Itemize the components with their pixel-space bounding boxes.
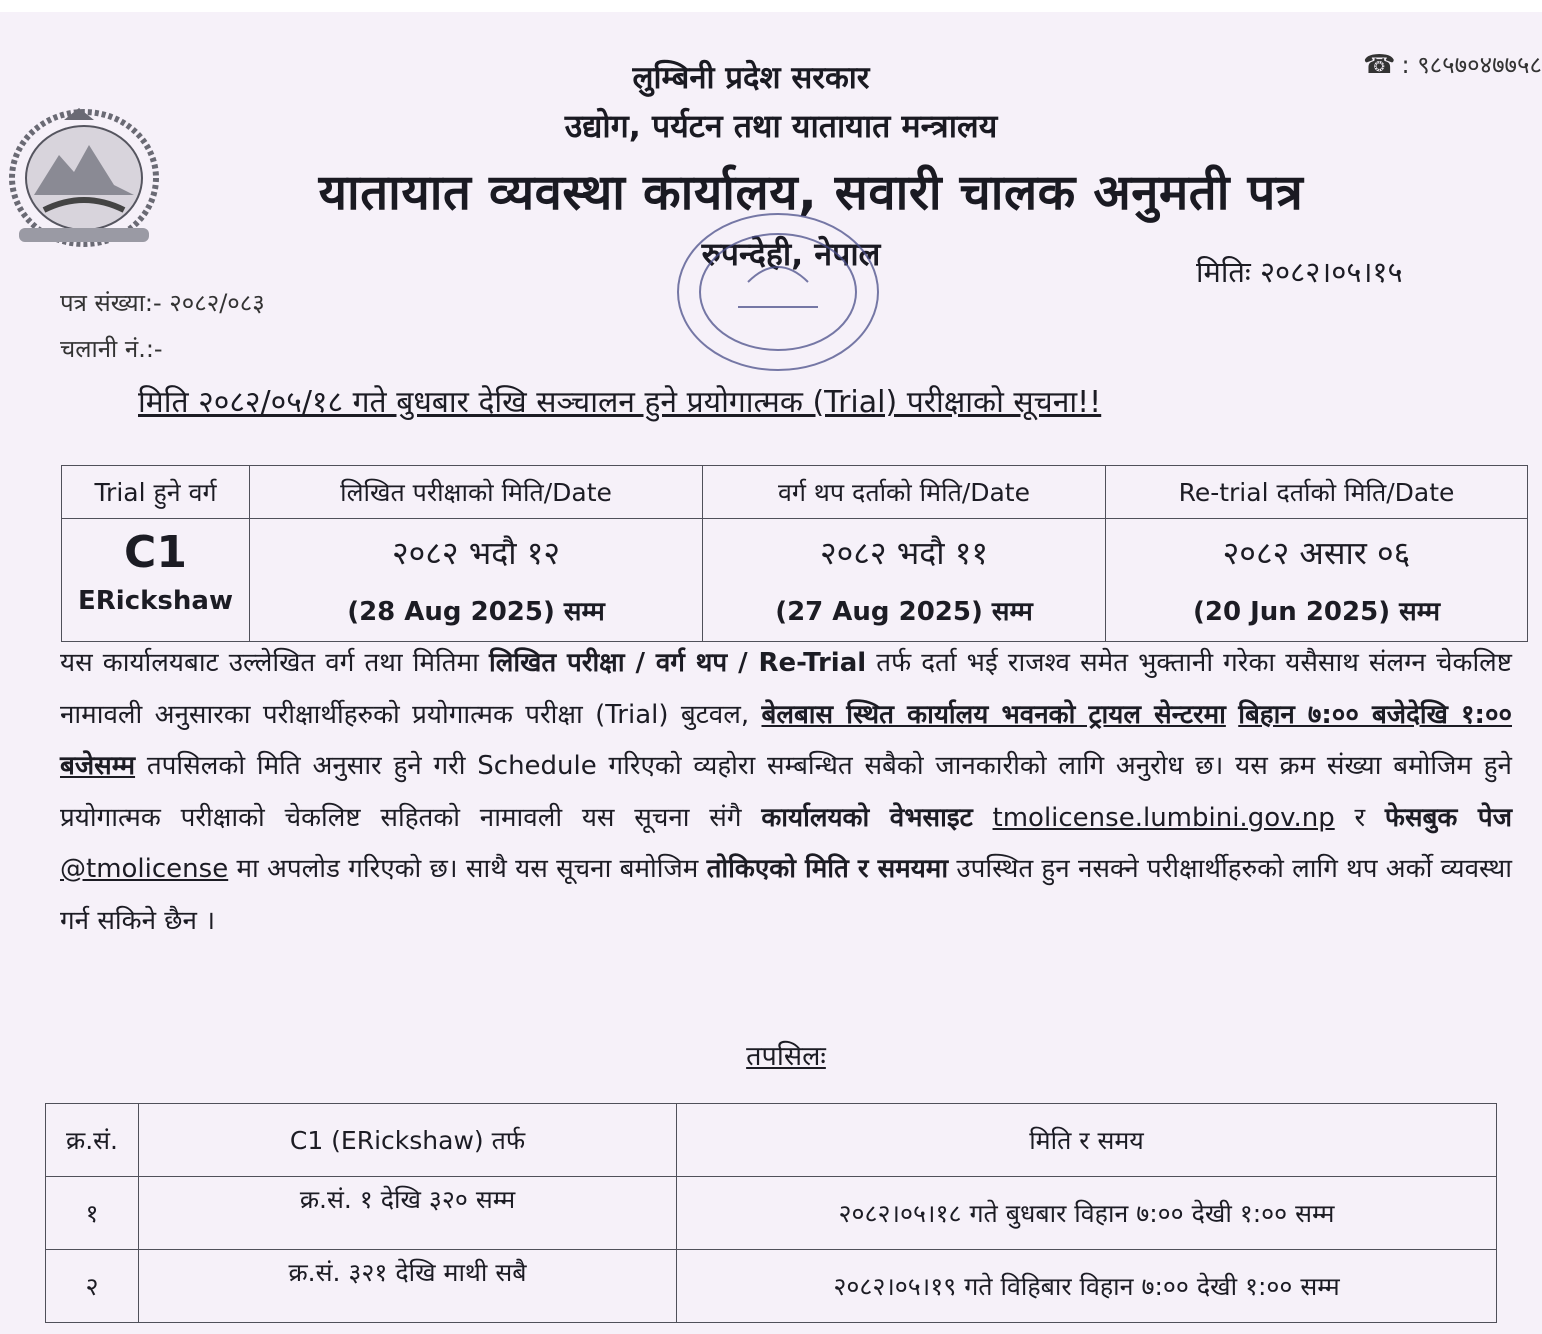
header-sn: क्र.सं. — [46, 1104, 139, 1177]
website-label: कार्यालयको वेभसाइट — [761, 802, 973, 833]
row-range-text: क्र.सं. ३२१ देखि माथी सबै — [288, 1258, 527, 1287]
letter-number: पत्र संख्या:- २०८२/०८३ — [60, 289, 265, 317]
schedule-heading-text: तपसिलः — [746, 1041, 826, 1072]
body-text: तपसिलको मिति अनुसार हुने गरी Schedule गरिएको व्यहोरा सम्बन्धित सबैको जानकारीको लागि अनुरोध छ। यस क्रम संख्या बमोजिम हुने प्रयोगात्मक परीक्षाको चेकलिष्ट सहितको नामावली यस सूचना संगै — [60, 751, 1512, 833]
header-retrial-date: Re-trial दर्ताको मिति/Date — [1106, 466, 1528, 519]
letter-date: मितिः २०८२।०५।१५ — [1196, 255, 1403, 289]
row-sn: २ — [46, 1250, 139, 1323]
schedule-header-row — [46, 1104, 1497, 1177]
header-class-add-date: वर्ग थप दर्ताको मिति/Date — [703, 466, 1106, 519]
retrial-date-nepali: २०८२ असार ०६ — [1222, 534, 1411, 572]
trial-venue: बेलबास स्थित कार्यालय भवनको ट्रायल सेन्टरमा — [761, 699, 1226, 730]
schedule-heading — [0, 1036, 1542, 1073]
official-stamp-icon — [668, 212, 888, 392]
class-code: C1 — [124, 527, 187, 578]
ministry-name: उद्योग, पर्यटन तथा यातायात मन्त्रालय — [564, 107, 998, 145]
facebook-label: फेसबुक पेज — [1384, 802, 1512, 833]
body-text: तर्फ दर्ता भई राजश्व समेत भुक्तानी गरेका यसैसाथ संलग्न चेकलिष्ट नामावली अनुसारका परीक्षार्थीहरुको प्रयोगात्मक परीक्षा (Trial) बुटवल, — [60, 648, 1512, 730]
row-range — [139, 1250, 677, 1323]
row-datetime: २०८२।०५।१९ गते विहिबार विहान ७:०० देखी १:०० सम्म — [677, 1250, 1497, 1323]
body-emphasis: लिखित परीक्षा / वर्ग थप / Re-Trial — [488, 648, 867, 678]
trial-info-row — [62, 519, 1528, 642]
schedule-table — [45, 1103, 1497, 1323]
written-date-nepali: २०८२ भदौ १२ — [392, 534, 560, 572]
class-name: ERickshaw — [78, 586, 233, 616]
body-text: मा अपलोड गरिएको छ। साथै यस सूचना बमोजिम — [228, 854, 707, 884]
notice-subject: मिति २०८२/०५/१८ गते बुधबार देखि सञ्चालन हुने प्रयोगात्मक (Trial) परीक्षाको सूचना!! — [138, 385, 1102, 420]
phone-icon: ☎ — [1363, 50, 1396, 80]
trial-time: बिहान ७:०० बजेदेखि १:०० बजेसम्म — [60, 699, 1512, 781]
office-name: यातायात व्यवस्था कार्यालय, सवारी चालक अनुमती पत्र — [318, 164, 1304, 221]
dispatch-number: चलानी नं.:- — [60, 335, 163, 363]
class-add-date-cell — [703, 519, 1106, 642]
header-written-date: लिखित परीक्षाको मिति/Date — [250, 466, 703, 519]
body-emphasis: तोकिएको मिति र समयमा — [706, 854, 949, 884]
header-range: C1 (ERickshaw) तर्फ — [139, 1104, 677, 1177]
table-row — [46, 1250, 1497, 1323]
written-date-english: (28 Aug 2025) सम्म — [347, 597, 605, 627]
class-cell — [62, 519, 250, 642]
body-text — [973, 803, 993, 833]
government-name: लुम्बिनी प्रदेश सरकार — [632, 60, 870, 96]
header-datetime: मिति र समय — [677, 1104, 1497, 1177]
facebook-link[interactable]: @tmolicense — [60, 854, 229, 884]
body-text — [1226, 700, 1238, 730]
retrial-date-english: (20 Jun 2025) सम्म — [1192, 597, 1441, 627]
notice-body — [60, 638, 1512, 947]
retrial-date-cell — [1106, 519, 1528, 642]
row-range — [139, 1177, 677, 1250]
body-text: यस कार्यालयबाट उल्लेखित वर्ग तथा मितिमा — [60, 648, 489, 678]
row-range-text: क्र.सं. १ देखि ३२० सम्म — [299, 1185, 516, 1214]
row-datetime: २०८२।०५।१८ गते बुधबार विहान ७:०० देखी १:०० सम्म — [677, 1177, 1497, 1250]
phone-text: : ९८५७०४७७५८ — [1401, 51, 1542, 79]
trial-info-header-row — [62, 466, 1528, 519]
class-add-date-nepali: २०८२ भदौ ११ — [820, 534, 988, 572]
body-text: र — [1334, 802, 1385, 833]
header-class: Trial हुने वर्ग — [62, 466, 250, 519]
class-add-date-english: (27 Aug 2025) सम्म — [775, 597, 1033, 627]
office-location: रुपन्देही, नेपाल — [701, 235, 881, 273]
scan-edge — [0, 0, 1542, 12]
body-text: उपस्थित हुन नसक्ने परीक्षार्थीहरुको लागि थप अर्को व्यवस्था गर्न सकिने छैन । — [60, 854, 1512, 936]
table-row — [46, 1177, 1497, 1250]
written-date-cell — [250, 519, 703, 642]
website-link[interactable]: tmolicense.lumbini.gov.np — [992, 802, 1335, 833]
trial-info-table — [61, 465, 1528, 642]
row-sn: १ — [46, 1177, 139, 1250]
